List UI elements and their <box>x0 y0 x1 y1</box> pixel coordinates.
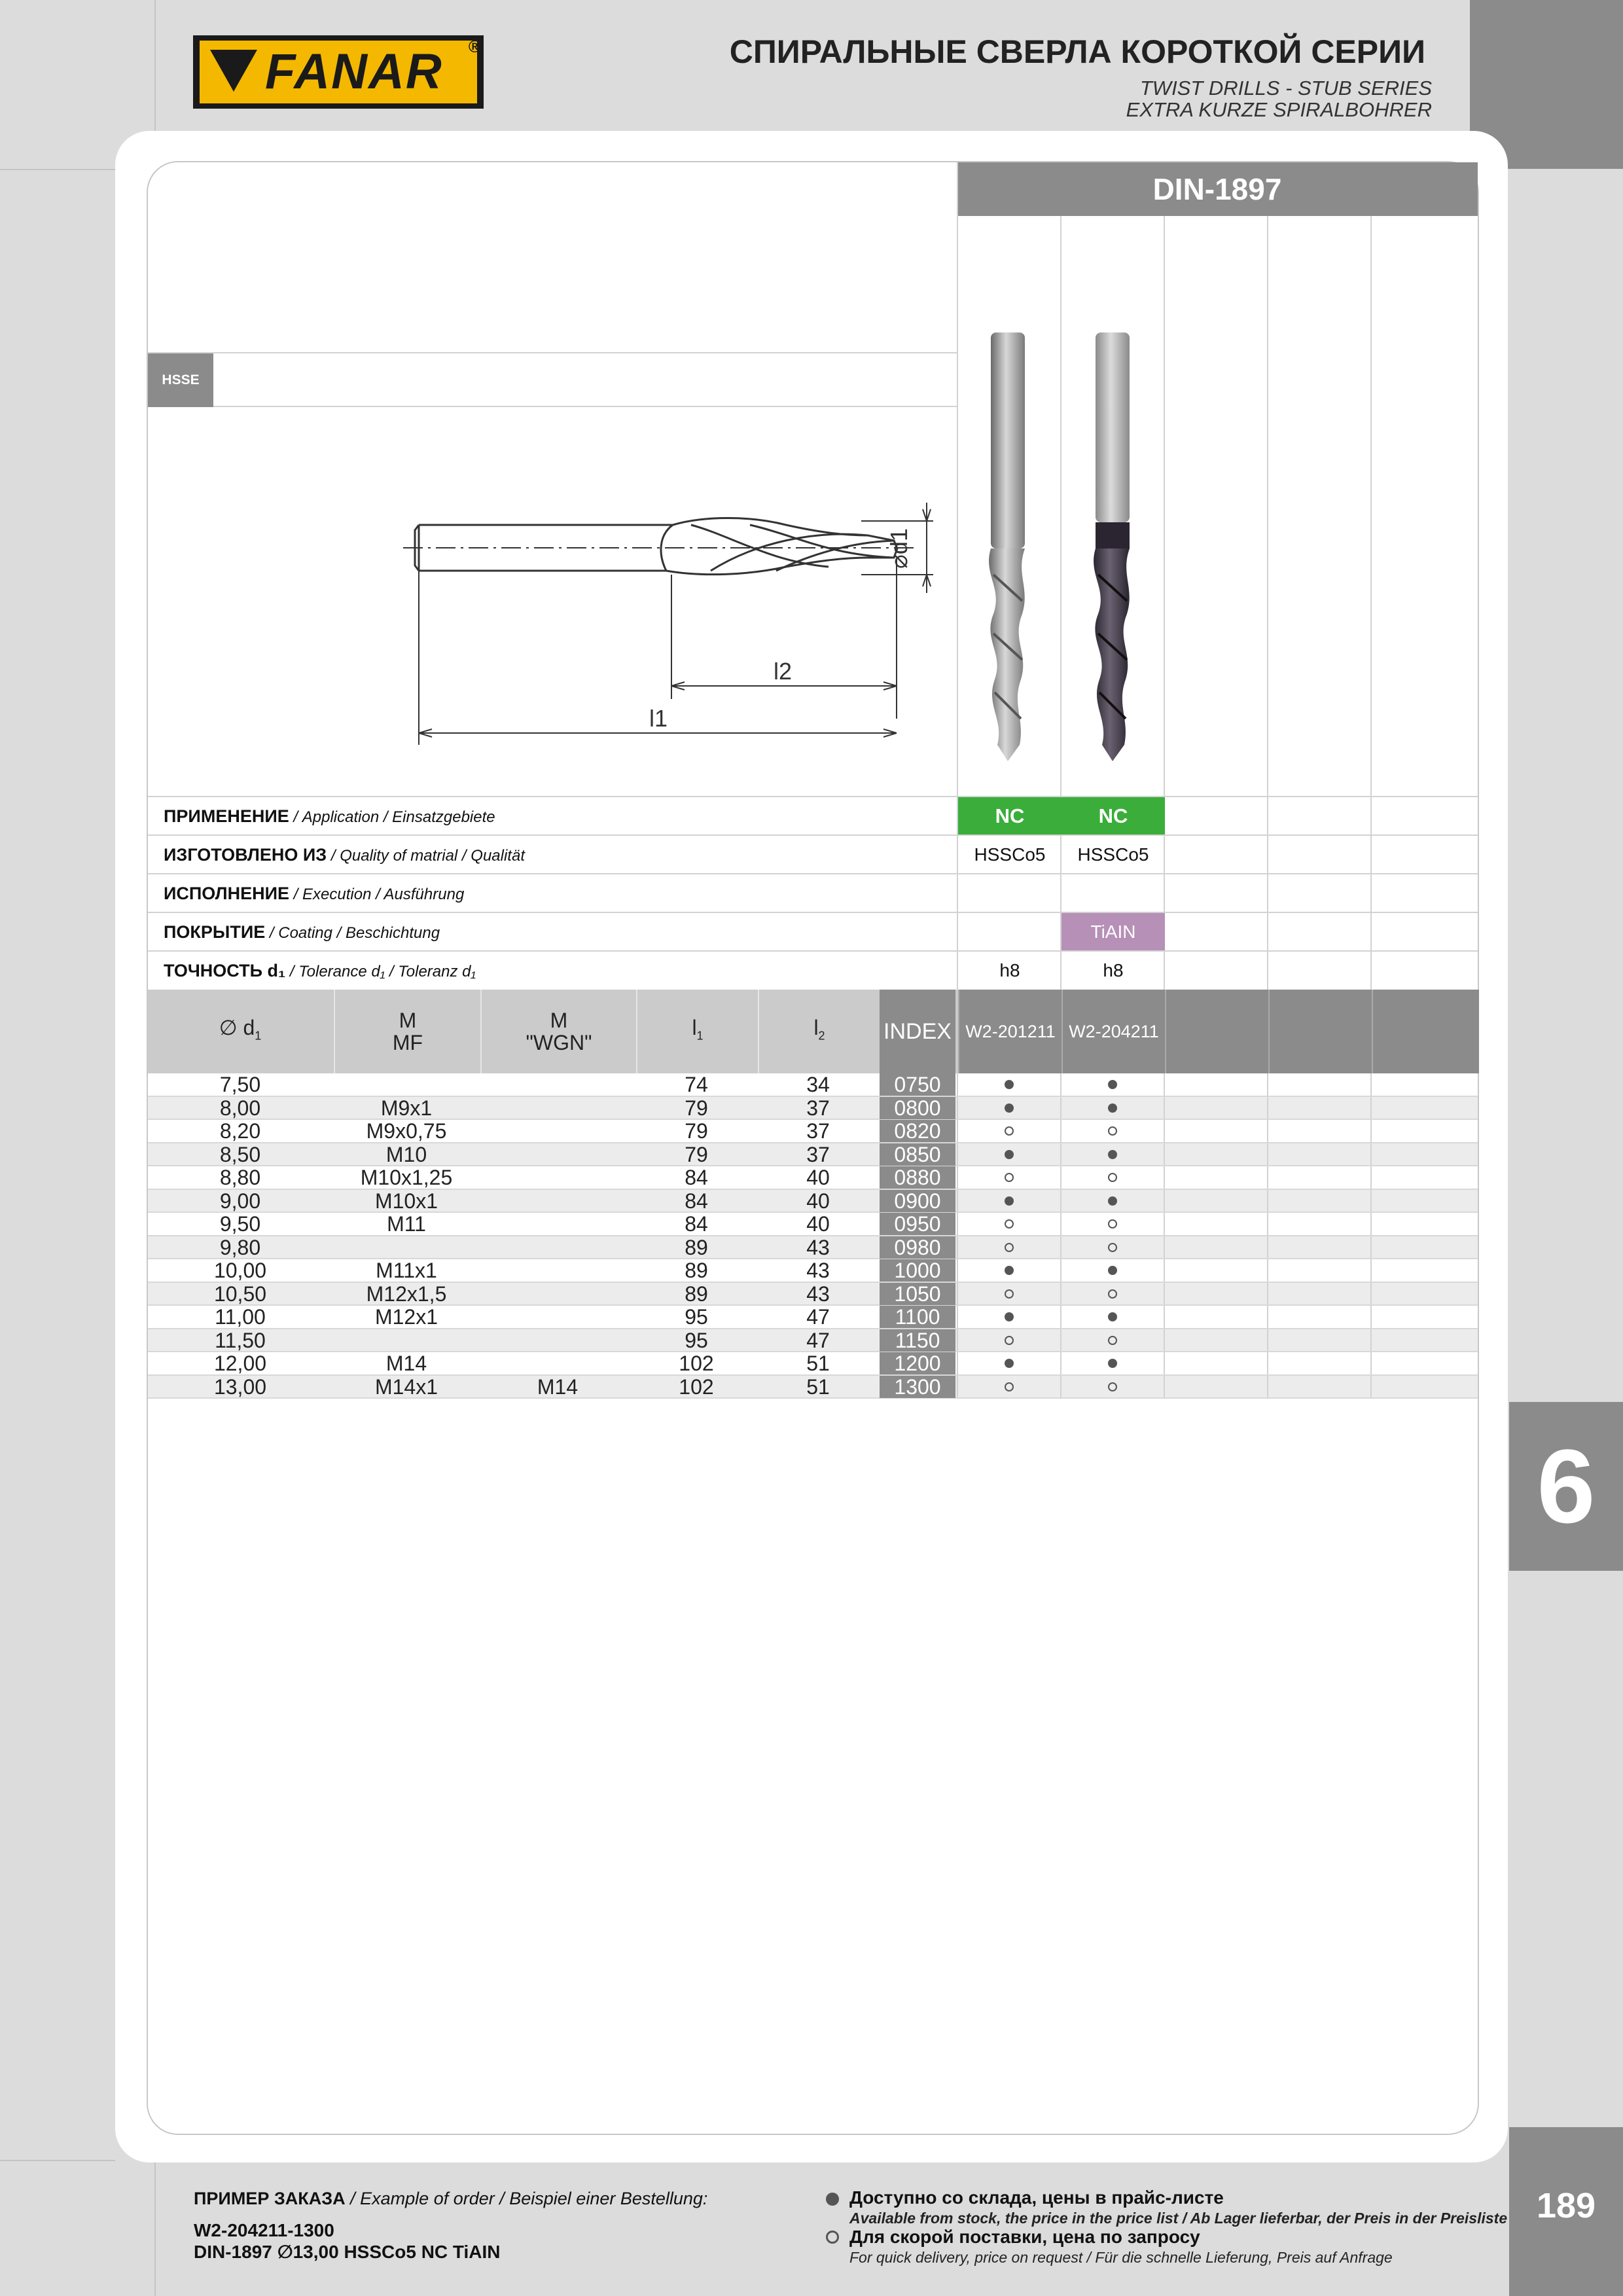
grid-line <box>1164 1352 1165 1374</box>
cell-mf: M9x1 <box>380 1096 433 1120</box>
grid-line <box>957 1376 958 1398</box>
col-header-code2: W2-204211 <box>1061 990 1165 1073</box>
cell-index: 1300 <box>880 1376 955 1398</box>
grid-line <box>1164 1073 1165 1096</box>
dim-l2-label: l2 <box>773 658 793 685</box>
table-row <box>148 1213 1478 1236</box>
grid-line <box>1370 1097 1372 1119</box>
grid-line <box>1267 1120 1268 1142</box>
grid-line <box>1060 1329 1061 1352</box>
in-stock-dot-icon <box>1108 1359 1117 1368</box>
in-stock-dot-icon <box>1005 1150 1014 1159</box>
cell-l1: 84 <box>685 1166 708 1189</box>
property-label-rest: / Application / Einsatzgebiete <box>289 808 495 826</box>
cell-wgn <box>480 1259 635 1282</box>
grid-line <box>1267 1283 1268 1305</box>
grid-line <box>1370 1190 1372 1212</box>
cell-mf <box>334 1073 479 1096</box>
grid-line <box>1267 1236 1268 1259</box>
grid-line <box>957 1306 958 1328</box>
cell-wgn <box>480 1329 635 1352</box>
grid-line <box>1164 1283 1165 1305</box>
cell-d1: 9,50 <box>219 1212 261 1236</box>
bg-line <box>0 2160 115 2161</box>
grid-line <box>1370 1352 1372 1374</box>
property-label <box>164 806 495 827</box>
cell-d1: 7,50 <box>219 1073 261 1096</box>
cell-mf: M10 <box>385 1142 427 1166</box>
property-row-execution <box>148 873 1478 912</box>
cell-index: 0850 <box>880 1143 955 1166</box>
cell-index: 0950 <box>880 1213 955 1235</box>
table-row <box>148 1166 1478 1190</box>
in-stock-dot-icon <box>1108 1080 1117 1089</box>
grid-line <box>1267 1097 1268 1119</box>
cell-wgn <box>480 1097 635 1119</box>
grid-line <box>957 1097 958 1119</box>
property-row-coating <box>148 912 1478 951</box>
bg-line <box>154 2162 156 2296</box>
cell-d1: 10,50 <box>213 1282 267 1306</box>
cell-mf: M11x1 <box>376 1259 437 1282</box>
grid-line <box>1370 1283 1372 1305</box>
cell-mf: M12x1,5 <box>366 1282 447 1306</box>
chapter-tab[interactable]: 6 <box>1509 1402 1623 1571</box>
col-header-text: ∅ d <box>219 1015 255 1039</box>
col-header-code1: W2-201211 <box>958 990 1061 1073</box>
cell-l2: 43 <box>806 1282 830 1306</box>
material-tag: HSSE <box>148 353 213 407</box>
property-label <box>164 884 464 904</box>
coating-badge: TiAIN <box>1061 913 1165 951</box>
grid-line <box>1164 1329 1165 1352</box>
cell-l1: 74 <box>685 1073 708 1096</box>
grid-line <box>1060 1259 1061 1282</box>
property-label-ru: ИСПОЛНЕНИЕ <box>164 884 290 903</box>
on-request-dot-icon <box>1108 1173 1117 1182</box>
col-header-sub: 1 <box>255 1029 262 1043</box>
cell-wgn <box>480 1236 635 1259</box>
cell-index: 1100 <box>880 1306 955 1328</box>
cell-index: 1150 <box>880 1329 955 1352</box>
in-stock-dot-icon <box>1108 1196 1117 1206</box>
col-header-sub: 2 <box>818 1029 825 1043</box>
grid-line <box>1267 1143 1268 1166</box>
grid-line <box>1060 1236 1061 1259</box>
page-number: 189 <box>1509 2127 1623 2296</box>
grid-line <box>1370 1306 1372 1328</box>
cell-wgn <box>480 1120 635 1142</box>
property-row-application <box>148 796 1478 835</box>
grid-line <box>1267 1352 1268 1374</box>
grid-line <box>1164 1120 1165 1142</box>
grid-line <box>1370 1376 1372 1398</box>
registered-mark: ® <box>468 37 481 56</box>
cell-wgn <box>480 1213 635 1235</box>
cell-l2: 51 <box>806 1352 830 1375</box>
col-header-l2 <box>758 990 880 1073</box>
legend-on-request: Для скорой поставки, цена по запросу <box>849 2227 1200 2247</box>
logo-text: FANAR <box>265 44 443 99</box>
grid-line <box>1060 1073 1061 1096</box>
table-row <box>148 1143 1478 1167</box>
grid-line <box>957 1166 958 1189</box>
grid-line <box>1164 1143 1165 1166</box>
cell-d1: 8,20 <box>219 1119 261 1143</box>
property-row-material <box>148 834 1478 874</box>
grid-line <box>1060 1143 1061 1166</box>
on-request-dot-icon <box>1108 1336 1117 1345</box>
cell-index: 0900 <box>880 1190 955 1212</box>
cell-l2: 37 <box>806 1096 830 1120</box>
cell-index: 0800 <box>880 1097 955 1119</box>
property-row-tolerance <box>148 950 1478 990</box>
grid-line <box>1060 1352 1061 1374</box>
product-panel <box>147 161 1479 2135</box>
property-label <box>164 845 525 865</box>
cell-mf <box>334 1236 479 1259</box>
tolerance-value: h8 <box>1103 960 1124 980</box>
grid-line <box>1164 1166 1165 1189</box>
cell-l1: 95 <box>685 1328 708 1352</box>
cell-mf: M10x1,25 <box>360 1166 453 1189</box>
material-value: HSSCo5 <box>1077 844 1149 865</box>
cell-mf <box>334 1329 479 1352</box>
table-row <box>148 1306 1478 1329</box>
property-label-rest: / Execution / Ausführung <box>289 886 465 903</box>
cell-l2: 43 <box>806 1259 830 1282</box>
table-row <box>148 1329 1478 1353</box>
on-request-dot-icon <box>1108 1126 1117 1136</box>
cell-l1: 89 <box>685 1259 708 1282</box>
cell-index: 1200 <box>880 1352 955 1374</box>
on-request-dot-icon <box>1005 1219 1014 1229</box>
grid-line <box>957 1213 958 1235</box>
drill-photo-uncoated <box>989 332 1025 761</box>
grid-line <box>1267 1190 1268 1212</box>
cell-l2: 37 <box>806 1142 830 1166</box>
grid-line <box>1267 1213 1268 1235</box>
grid-line <box>957 1329 958 1352</box>
dim-l1-label: l1 <box>649 705 668 732</box>
application-badge: NC <box>958 797 1061 835</box>
on-request-dot-icon <box>1005 1243 1014 1252</box>
cell-mf: M10x1 <box>374 1189 438 1213</box>
table-header <box>148 990 1478 1073</box>
cell-index: 0750 <box>880 1073 955 1096</box>
in-stock-dot-icon <box>1108 1150 1117 1159</box>
grid-line <box>1267 1073 1268 1096</box>
page-subtitle-de: EXTRA KURZE SPIRALBOHRER <box>1126 98 1432 121</box>
in-stock-dot-icon <box>1005 1196 1014 1206</box>
cell-l1: 84 <box>685 1212 708 1236</box>
grid-line <box>1164 1306 1165 1328</box>
grid-line <box>957 1352 958 1374</box>
order-code: W2-204211-1300 <box>194 2220 334 2240</box>
legend-in-stock: Доступно со склада, цены в прайс-листе <box>849 2187 1224 2208</box>
col-header-m-wgn <box>480 990 636 1073</box>
grid-line <box>1267 1306 1268 1328</box>
property-label-ru: ПОКРЫТИЕ <box>164 922 266 942</box>
grid-line <box>1370 1236 1372 1259</box>
col-header-empty <box>1165 990 1268 1073</box>
grid-line <box>957 1283 958 1305</box>
cell-l1: 95 <box>685 1305 708 1329</box>
grid-line <box>1060 1306 1061 1328</box>
grid-line <box>1164 1236 1165 1259</box>
grid-line <box>957 1143 958 1166</box>
property-label-ru: ТОЧНОСТЬ d₁ <box>164 961 286 980</box>
col-header-index: INDEX <box>880 990 955 1073</box>
table-row <box>148 1120 1478 1143</box>
cell-mf: M12x1 <box>374 1305 438 1329</box>
in-stock-dot-icon <box>1005 1312 1014 1321</box>
in-stock-dot-icon <box>1005 1266 1014 1275</box>
cell-d1: 11,50 <box>215 1328 266 1352</box>
grid-line <box>1267 1376 1268 1398</box>
legend-in-stock-sub: Available from stock, the price in the price list / Ab Lager lieferbar, der Preis in der Preisliste <box>849 2210 1508 2227</box>
cell-index: 0880 <box>880 1166 955 1189</box>
col-header-sub: 1 <box>696 1029 704 1043</box>
cell-l2: 34 <box>806 1073 830 1096</box>
property-label-rest: / Tolerance d₁ / Toleranz d₁ <box>285 963 476 980</box>
col-header-l1 <box>636 990 758 1073</box>
order-label-ru: ПРИМЕР ЗАКАЗА <box>194 2189 346 2208</box>
grid-line <box>1267 1329 1268 1352</box>
in-stock-dot-icon <box>826 2193 839 2206</box>
table-row <box>148 1376 1478 1399</box>
cell-index: 1050 <box>880 1283 955 1305</box>
col-header-empty <box>1268 990 1372 1073</box>
grid-line <box>1060 1376 1061 1398</box>
cell-l1: 79 <box>685 1096 708 1120</box>
cell-d1: 10,00 <box>213 1259 267 1282</box>
cell-d1: 11,00 <box>215 1305 266 1329</box>
grid-line <box>957 1236 958 1259</box>
grid-line <box>1370 1213 1372 1235</box>
application-badge: NC <box>1061 797 1165 835</box>
grid-line <box>1060 1190 1061 1212</box>
table-row <box>148 1283 1478 1306</box>
col-header-text: l <box>692 1015 697 1039</box>
cell-d1: 8,80 <box>219 1166 261 1189</box>
cell-mf: M11 <box>387 1212 426 1236</box>
cell-d1: 8,00 <box>219 1096 261 1120</box>
cell-l1: 89 <box>685 1282 708 1306</box>
cell-mf: M14x1 <box>374 1374 438 1399</box>
cell-l2: 47 <box>806 1328 830 1352</box>
grid-line <box>1060 1120 1061 1142</box>
in-stock-dot-icon <box>1108 1312 1117 1321</box>
col-header-text: "WGN" <box>526 1031 592 1054</box>
table-row <box>148 1236 1478 1260</box>
cell-l1: 89 <box>685 1235 708 1259</box>
table-row <box>148 1190 1478 1213</box>
cell-index: 1000 <box>880 1259 955 1282</box>
cell-l1: 79 <box>685 1119 708 1143</box>
in-stock-dot-icon <box>1005 1080 1014 1089</box>
cell-l2: 51 <box>806 1374 830 1399</box>
on-request-dot-icon <box>1005 1173 1014 1182</box>
grid-line <box>1370 1329 1372 1352</box>
grid-line <box>1164 1376 1165 1398</box>
property-label-ru: ИЗГОТОВЛЕНО ИЗ <box>164 845 327 865</box>
tolerance-value: h8 <box>999 960 1020 980</box>
col-header-text: M <box>550 1009 568 1032</box>
grid-line <box>213 406 957 407</box>
cell-l1: 102 <box>679 1374 714 1399</box>
order-description: DIN-1897 ∅13,00 HSSCo5 NC TiAIN <box>194 2242 501 2262</box>
bg-line <box>0 169 115 170</box>
grid-line <box>1060 1283 1061 1305</box>
col-header-m-mf <box>334 990 480 1073</box>
order-example-label <box>194 2189 707 2209</box>
cell-l2: 40 <box>806 1212 830 1236</box>
on-request-dot-icon <box>1108 1289 1117 1299</box>
on-request-dot-icon <box>1005 1382 1014 1391</box>
grid-line <box>1370 1166 1372 1189</box>
grid-line <box>957 1120 958 1142</box>
grid-line <box>1060 1213 1061 1235</box>
bg-line <box>154 0 156 131</box>
property-label-ru: ПРИМЕНЕНИЕ <box>164 806 289 826</box>
on-request-dot-icon <box>1005 1126 1014 1136</box>
cell-l2: 37 <box>806 1119 830 1143</box>
col-header-text: MF <box>392 1031 423 1054</box>
cell-wgn <box>480 1283 635 1305</box>
grid-line <box>1267 1166 1268 1189</box>
cell-mf: M14 <box>385 1352 427 1375</box>
on-request-dot-icon <box>1108 1382 1117 1391</box>
grid-line <box>1370 1259 1372 1282</box>
grid-line <box>957 1073 958 1096</box>
legend-on-request-sub: For quick delivery, price on request / Für die schnelle Lieferung, Preis auf Anfrage <box>849 2249 1393 2266</box>
cell-d1: 8,50 <box>219 1142 261 1166</box>
on-request-dot-icon <box>826 2231 839 2244</box>
cell-d1: 9,00 <box>219 1189 261 1213</box>
in-stock-dot-icon <box>1005 1103 1014 1113</box>
col-header-text: l <box>813 1015 819 1039</box>
page-title: СПИРАЛЬНЫЕ СВЕРЛА КОРОТКОЙ СЕРИИ <box>729 33 1425 70</box>
cell-l1: 79 <box>685 1142 708 1166</box>
table-row <box>148 1259 1478 1283</box>
standard-header: DIN-1897 <box>957 162 1478 216</box>
cell-wgn <box>480 1143 635 1166</box>
col-header-empty <box>1372 990 1479 1073</box>
material-value: HSSCo5 <box>974 844 1046 865</box>
property-label-rest: / Quality of matrial / Qualität <box>327 847 525 865</box>
cell-l2: 43 <box>806 1235 830 1259</box>
grid-line <box>1370 1120 1372 1142</box>
cell-wgn <box>480 1073 635 1096</box>
on-request-dot-icon <box>1108 1243 1117 1252</box>
cell-wgn <box>480 1166 635 1189</box>
table-row <box>148 1352 1478 1376</box>
dim-d1-label: ⌀d1 <box>885 528 912 569</box>
fanar-logo <box>193 35 484 109</box>
cell-wgn <box>480 1190 635 1212</box>
cell-d1: 9,80 <box>219 1235 261 1259</box>
grid-line <box>1164 1259 1165 1282</box>
cell-l2: 40 <box>806 1166 830 1189</box>
grid-line <box>1164 1097 1165 1119</box>
on-request-dot-icon <box>1005 1289 1014 1299</box>
grid-line <box>1164 1190 1165 1212</box>
order-label-rest: / Example of order / Beispiel einer Bestellung: <box>345 2189 708 2208</box>
cell-l1: 102 <box>679 1352 714 1375</box>
cell-wgn: M14 <box>537 1374 579 1399</box>
grid-line <box>1267 1259 1268 1282</box>
in-stock-dot-icon <box>1108 1266 1117 1275</box>
cell-d1: 12,00 <box>213 1352 267 1375</box>
property-label-rest: / Coating / Beschichtung <box>265 924 440 942</box>
cell-l1: 84 <box>685 1189 708 1213</box>
drill-photo-coated <box>1094 332 1130 761</box>
logo-v-icon <box>210 50 257 92</box>
table-row <box>148 1073 1478 1097</box>
grid-line <box>957 1190 958 1212</box>
grid-line <box>957 1259 958 1282</box>
cell-index: 0980 <box>880 1236 955 1259</box>
cell-mf: M9x0,75 <box>366 1119 447 1143</box>
grid-line <box>1164 1213 1165 1235</box>
grid-line <box>1370 1143 1372 1166</box>
col-header-d1 <box>148 990 332 1073</box>
property-label <box>164 922 440 942</box>
on-request-dot-icon <box>1005 1336 1014 1345</box>
cell-l2: 47 <box>806 1305 830 1329</box>
cell-d1: 13,00 <box>213 1374 267 1399</box>
cell-l2: 40 <box>806 1189 830 1213</box>
in-stock-dot-icon <box>1005 1359 1014 1368</box>
grid-line <box>1060 1166 1061 1189</box>
cell-wgn <box>480 1306 635 1328</box>
grid-line <box>1060 1097 1061 1119</box>
grid-line <box>1370 1073 1372 1096</box>
cell-index: 0820 <box>880 1120 955 1142</box>
cell-wgn <box>480 1352 635 1374</box>
in-stock-dot-icon <box>1108 1103 1117 1113</box>
property-label <box>164 961 476 981</box>
on-request-dot-icon <box>1108 1219 1117 1229</box>
grid-line <box>148 352 957 353</box>
page-subtitle-en: TWIST DRILLS - STUB SERIES <box>1139 77 1432 99</box>
table-row <box>148 1097 1478 1121</box>
col-header-text: M <box>399 1009 417 1032</box>
